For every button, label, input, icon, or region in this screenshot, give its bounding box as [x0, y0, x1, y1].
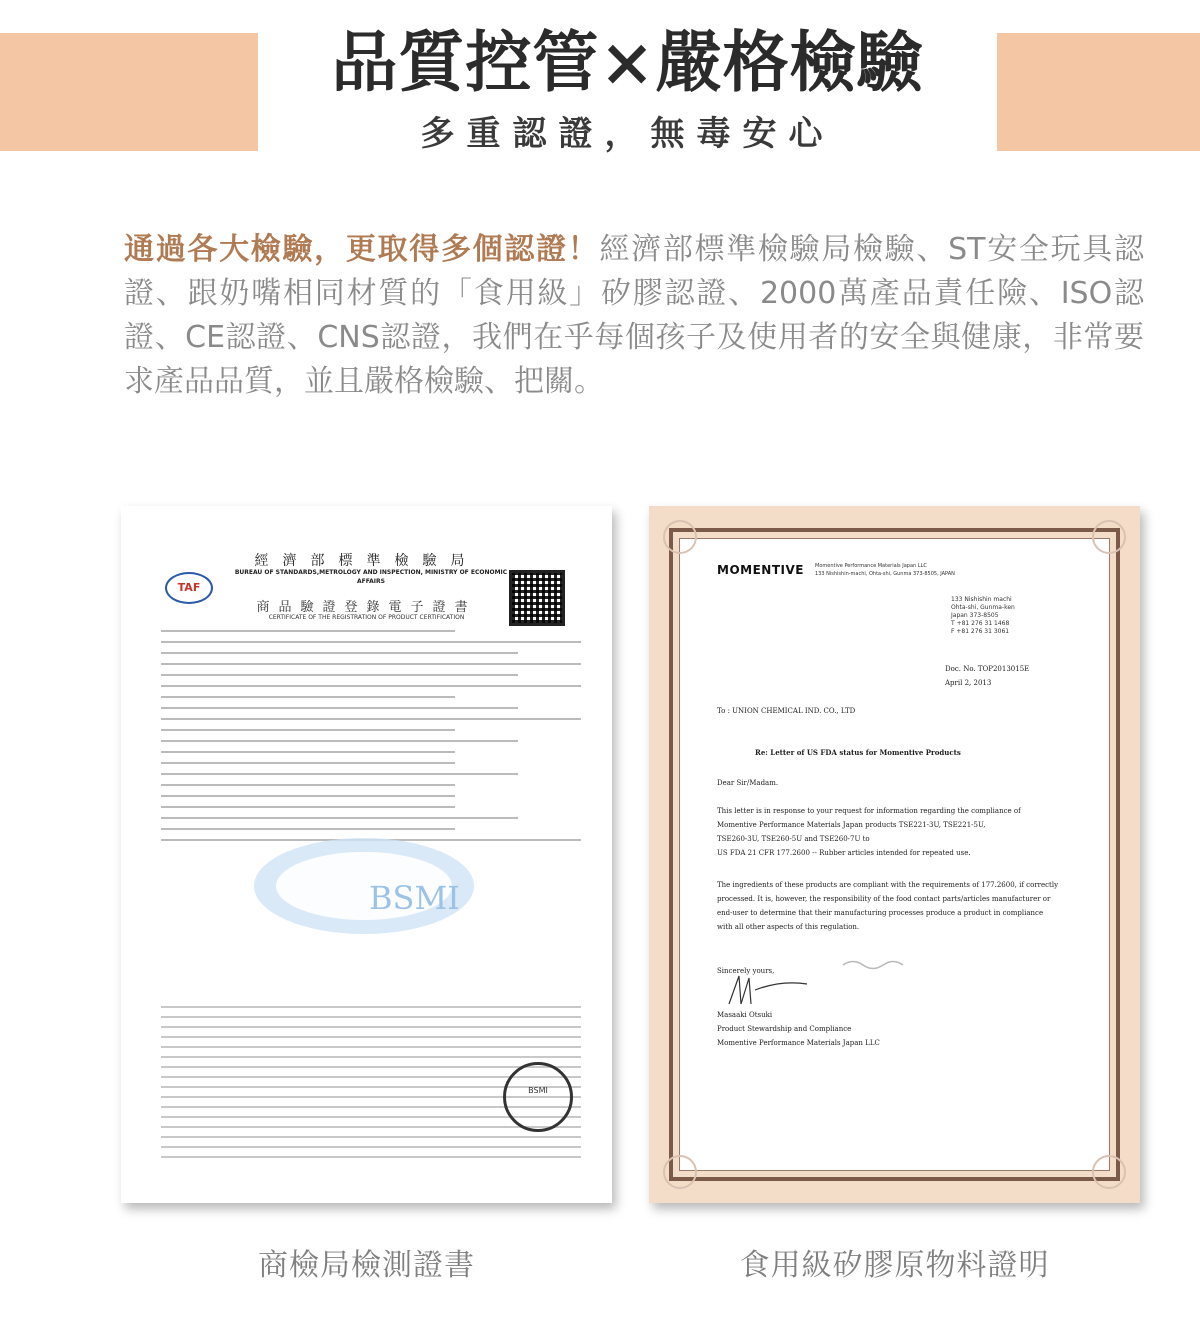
page-subtitle: 多重認證，無毒安心 [420, 114, 835, 154]
momentive-logo: MOMENTIVE [717, 563, 804, 577]
signer-name: Masaaki Otsuki [717, 1011, 773, 1019]
decorative-seal-icon [841, 958, 911, 972]
taf-logo: TAF [165, 572, 213, 604]
intro-paragraph [124, 228, 1144, 404]
certificate-title-en: CERTIFICATE OF THE REGISTRATION OF PRODUCT CERTIFICATION [268, 614, 465, 621]
company-header [815, 562, 955, 578]
corner-ornament-icon [1092, 1155, 1126, 1189]
corner-ornament-icon [1092, 520, 1126, 554]
page-title: 品質控管×嚴格檢驗 [331, 23, 924, 101]
letter-paragraph-2: The ingredients of these products are compliant with the requirements of 177.2600, if correctly processed. It is, however, the responsibility of the food contact parts/articles manufacturer or end-user to determine that their manufacturing processes produce a product in compliance with all other aspects of this regulation. [717, 881, 1059, 931]
company-address: 133 Nishishin-machi, Ohta-shi, Gunma 373-8505, JAPAN [815, 571, 955, 577]
doc-date: April 2, 2013 [945, 679, 992, 687]
signer-title: Product Stewardship and Compliance [717, 1025, 852, 1033]
certificate-agency: 經濟部標準檢驗局 [254, 553, 479, 569]
momentive-certificate-image [649, 506, 1140, 1203]
recipient: To : UNION CHEMICAL IND. CO., LTD [717, 707, 856, 715]
certificate-title: 商品驗證登錄電子證書 [256, 600, 477, 615]
bsmi-stamp: BSMI [503, 1062, 573, 1132]
signer-company: Momentive Performance Materials Japan LLC [717, 1039, 880, 1047]
salutation: Dear Sir/Madam. [717, 779, 779, 787]
decorative-bar-left [0, 33, 258, 151]
certificate-agency-en: BUREAU OF STANDARDS,METROLOGY AND INSPECTION, MINISTRY OF ECONOMIC AFFAIRS [234, 569, 508, 585]
bsmi-logo [249, 831, 479, 941]
closing: Sincerely yours, [717, 967, 775, 975]
corner-ornament-icon [663, 1155, 697, 1189]
certificate-text-lines [161, 630, 581, 850]
company-name: Momentive Performance Materials Japan LLC [815, 563, 927, 569]
letter-paragraph-1: This letter is in response to your request for information regarding the compliance of Momentive Performance Materials Japan products TSE221-3U, TSE221-5U, TSE260-3U, TSE260-5U and TSE260-7U to US FDA 21 CFR 177.2600 -- Rubber articles intended for repeated use. [717, 807, 1021, 857]
doc-number: Doc. No. TOP2013015E [945, 665, 1030, 673]
bsmi-logo-text: BSMI [369, 879, 460, 917]
subject-line: Re: Letter of US FDA status for Momentive Products [755, 748, 961, 757]
corner-ornament-icon [663, 520, 697, 554]
signature-icon [721, 970, 811, 1010]
intro-highlight: 通過各大檢驗，更取得多個認證！ [124, 232, 600, 267]
decorative-bar-right [997, 33, 1200, 151]
address-block: 133 Nishishin machi Ohta-shi, Gunma-ken Japan 373-8505 T +81 276 31 1468 F +81 276 31 3061 [951, 596, 1015, 635]
caption-food-grade-certificate: 食用級矽膠原物料證明 [739, 1248, 1050, 1283]
bsmi-certificate-image [121, 506, 612, 1203]
intro-body: 經濟部標準檢驗局檢驗、ST安全玩具認證、跟奶嘴相同材質的「食用級」矽膠認證、2000萬產品責任險、ISO認證、CE認證、CNS認證，我們在乎每個孩子及使用者的安全與健康，非常要求產品品質，並且嚴格檢驗、把關。 [124, 232, 1144, 399]
caption-bsmi-certificate: 商檢局檢測證書 [258, 1248, 475, 1283]
